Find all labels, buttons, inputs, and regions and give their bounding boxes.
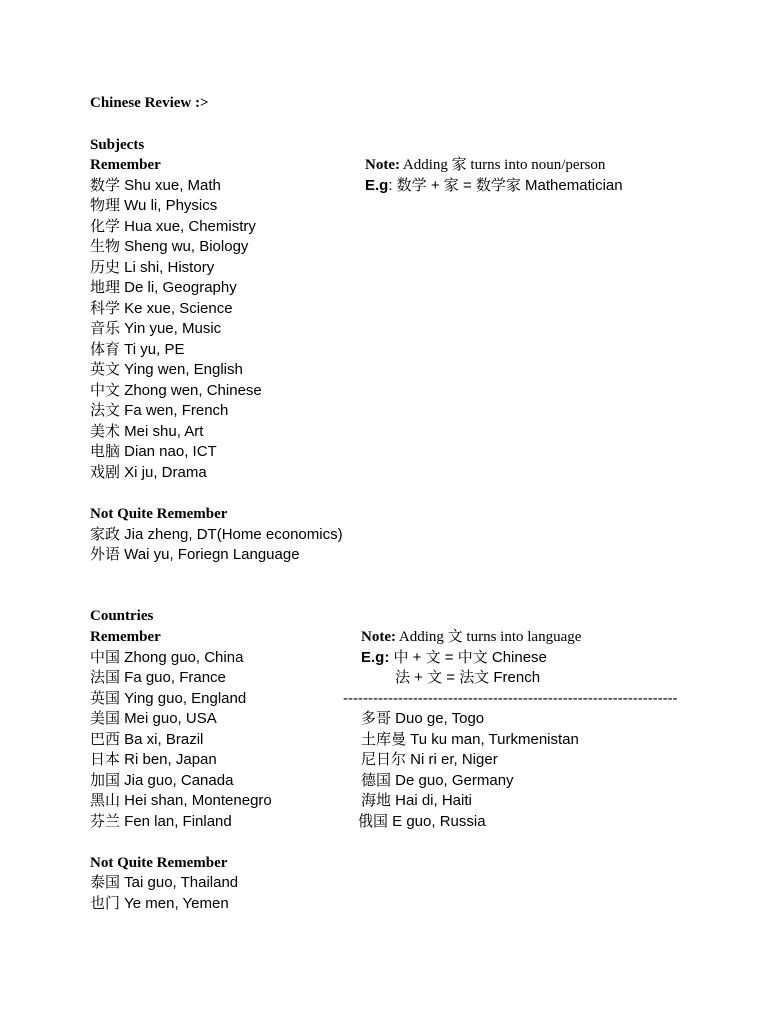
subject-item: 美术 Mei shu, Art xyxy=(90,423,204,440)
example-text: 中 + 文 = 中文 Chinese xyxy=(389,649,547,666)
country-extra-item: 多哥 Duo ge, Togo xyxy=(361,710,485,727)
countries-remember-heading: Remember xyxy=(90,629,161,645)
subject-item: 数学 Shu xue, Math xyxy=(90,177,221,194)
country-extra-item: 德国 De guo, Germany xyxy=(361,772,514,789)
countries-heading: Countries xyxy=(90,608,154,624)
divider-line: ------------------------------------------------------------------- xyxy=(343,690,678,707)
subjects-remember-heading: Remember xyxy=(90,157,161,173)
subject-item: 历史 Li shi, History xyxy=(90,259,215,276)
country-item: 加国 Jia guo, Canada xyxy=(90,772,234,789)
note-label: Note: xyxy=(361,629,396,645)
subject-item: 中文 Zhong wen, Chinese xyxy=(90,382,262,399)
country-item: 芬兰 Fen lan, Finland xyxy=(90,813,232,830)
country-item: 日本 Ri ben, Japan xyxy=(90,751,217,768)
note-label: Note: xyxy=(365,157,400,173)
example-text: : 数学 + 家 = 数学家 Mathematician xyxy=(388,177,623,194)
subject-item: 音乐 Yin yue, Music xyxy=(90,320,222,337)
country-extra-item: 尼日尔 Ni ri er, Niger xyxy=(361,751,498,768)
subject-not-quite-item: 家政 Jia zheng, DT(Home economics) xyxy=(90,526,343,543)
subject-item: 电脑 Dian nao, ICT xyxy=(90,443,217,460)
subject-not-quite-item: 外语 Wai yu, Foriegn Language xyxy=(90,546,300,563)
note-text: Adding 文 turns into language xyxy=(395,629,582,645)
subjects-heading: Subjects xyxy=(90,137,145,153)
countries-example-2: 法 + 文 = 法文 French xyxy=(395,669,541,686)
country-item: 法国 Fa guo, France xyxy=(90,669,226,686)
subject-item: 地理 De li, Geography xyxy=(90,279,237,296)
subjects-example xyxy=(365,176,623,196)
example-label: E.g xyxy=(365,177,389,194)
subject-item: 法文 Fa wen, French xyxy=(90,402,229,419)
country-not-quite-item: 泰国 Tai guo, Thailand xyxy=(90,874,239,891)
country-item: 巴西 Ba xi, Brazil xyxy=(90,731,204,748)
subject-item: 生物 Sheng wu, Biology xyxy=(90,238,249,255)
subject-item: 体育 Ti yu, PE xyxy=(90,341,185,358)
country-extra-item: 海地 Hai di, Haiti xyxy=(361,792,472,809)
countries-note xyxy=(361,627,581,647)
country-extra-item: 土库曼 Tu ku man, Turkmenistan xyxy=(361,731,579,748)
subject-item: 物理 Wu li, Physics xyxy=(90,197,218,214)
country-item: 黑山 Hei shan, Montenegro xyxy=(90,792,272,809)
page-title: Chinese Review :> xyxy=(90,95,209,111)
subjects-not-quite-heading: Not Quite Remember xyxy=(90,506,228,522)
country-item: 美国 Mei guo, USA xyxy=(90,710,217,727)
country-item: 中国 Zhong guo, China xyxy=(90,649,244,666)
countries-not-quite-heading: Not Quite Remember xyxy=(90,855,228,871)
subject-item: 戏剧 Xi ju, Drama xyxy=(90,464,207,481)
country-extra-item: 俄国 E guo, Russia xyxy=(358,813,486,830)
subject-item: 英文 Ying wen, English xyxy=(90,361,243,378)
subject-item: 化学 Hua xue, Chemistry xyxy=(90,218,256,235)
country-item: 英国 Ying guo, England xyxy=(90,690,247,707)
example-label: E.g: xyxy=(361,649,390,666)
note-text: Adding 家 turns into noun/person xyxy=(399,157,606,173)
subject-item: 科学 Ke xue, Science xyxy=(90,300,233,317)
countries-example xyxy=(361,648,547,668)
subjects-note xyxy=(365,155,605,175)
country-not-quite-item: 也门 Ye men, Yemen xyxy=(90,895,229,912)
